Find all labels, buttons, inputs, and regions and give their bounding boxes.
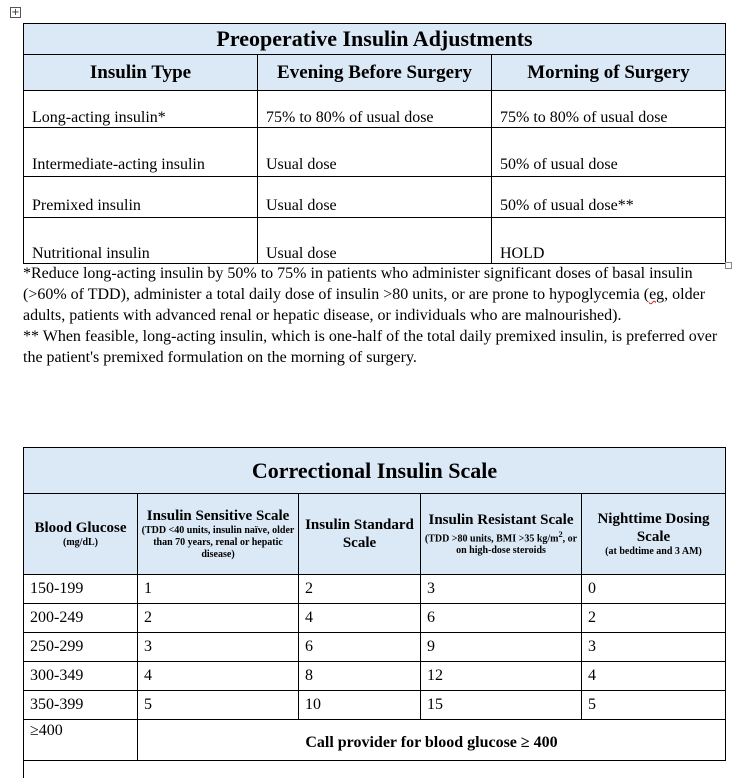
nighttime-dose-cell: 5 [582,691,726,720]
spellcheck-word[interactable]: eg [649,286,665,303]
insulin-type-cell: Nutritional insulin [32,245,150,262]
evening-dose-cell: 75% to 80% of usual dose [266,109,434,126]
table-row [24,633,726,662]
col-header-insulin-type: Insulin Type [24,55,258,91]
glucose-range-cell: 250-299 [24,633,138,662]
col-header-resistant-scale: Insulin Resistant Scale (TDD >80 units, BMI >35 $kg/m^2$, or on high-dose steroids [421,494,582,575]
footnote-premixed: ** When feasible, long-acting insulin, which is one-half of the total daily premixed insulin, is preferred over the patient's premixed formulation on the morning of surgery. [23,328,718,366]
col-header-standard-scale: Insulin Standard Scale [299,494,421,575]
glucose-range-cell: 350-399 [24,691,138,720]
table-row [24,691,726,720]
evening-dose-cell: Usual dose [266,245,337,262]
evening-dose-cell: Usual dose [266,156,337,173]
col-header-evening: Evening Before Surgery [258,55,492,91]
standard-dose-cell: 8 [299,662,421,691]
nighttime-dose-cell: 3 [582,633,726,662]
resistant-dose-cell: 9 [421,633,582,662]
col-header-sensitive-scale: Insulin Sensitive Scale (TDD <40 units, insulin naïve, older than 70 years, renal or hepatic disease) [138,494,299,575]
sensitive-dose-cell: 4 [138,662,299,691]
glucose-range-cell: 150-199 [24,575,138,604]
table-row [24,128,726,177]
standard-dose-cell: 4 [299,604,421,633]
col-header-blood-glucose: Blood Glucose (mg/dL) [24,494,138,575]
morning-dose-cell: 75% to 80% of usual dose [500,109,668,126]
table-row [24,662,726,691]
preop-insulin-table [23,23,726,264]
insulin-type-cell: Premixed insulin [32,197,141,214]
insulin-type-cell: Long-acting insulin* [32,109,166,126]
sensitive-dose-cell: 1 [138,575,299,604]
nighttime-dose-cell: 4 [582,662,726,691]
table-move-handle-icon[interactable]: + [11,7,20,18]
morning-dose-cell: 50% of usual dose** [500,197,634,214]
correctional-table-title: Correctional Insulin Scale [24,448,726,494]
sensitive-dose-cell: 5 [138,691,299,720]
morning-dose-cell: 50% of usual dose [500,156,618,173]
morning-dose-cell: HOLD [500,245,545,262]
resistant-dose-cell: 15 [421,691,582,720]
glucose-range-cell: ≥400 [24,720,138,761]
col-header-nighttime-scale: Nighttime Dosing Scale (at bedtime and 3 AM) [582,494,726,575]
table-row [24,218,726,264]
table-row [24,720,726,761]
table-row [24,575,726,604]
preop-table-title: Preoperative Insulin Adjustments [24,24,726,55]
text-cursor [23,760,24,778]
glucose-range-cell: 300-349 [24,662,138,691]
standard-dose-cell: 2 [299,575,421,604]
glucose-range-cell: 200-249 [24,604,138,633]
standard-dose-cell: 6 [299,633,421,662]
call-provider-message: Call provider for blood glucose ≥ 400 [138,720,726,761]
resistant-dose-cell: 3 [421,575,582,604]
evening-dose-cell: Usual dose [266,197,337,214]
sensitive-dose-cell: 2 [138,604,299,633]
nighttime-dose-cell: 0 [582,575,726,604]
col-header-morning: Morning of Surgery [492,55,726,91]
footnotes [23,263,728,368]
standard-dose-cell: 10 [299,691,421,720]
resistant-dose-cell: 12 [421,662,582,691]
resistant-dose-cell: 6 [421,604,582,633]
nighttime-dose-cell: 2 [582,604,726,633]
correctional-insulin-table [23,447,726,761]
insulin-type-cell: Intermediate-acting insulin [32,156,205,173]
table-row [24,604,726,633]
table-row [24,91,726,128]
sensitive-dose-cell: 3 [138,633,299,662]
table-row [24,177,726,218]
footnote-long-acting: *Reduce long-acting insulin by 50% to 75% in patients who administer significant doses of basal insulin (>60% of TDD), administer a total daily dose of insulin >80 units, or are prone to hypoglycemia (eg, older adults, patients with advanced renal or hepatic disease, or individuals who are malnourished). [23,265,706,324]
